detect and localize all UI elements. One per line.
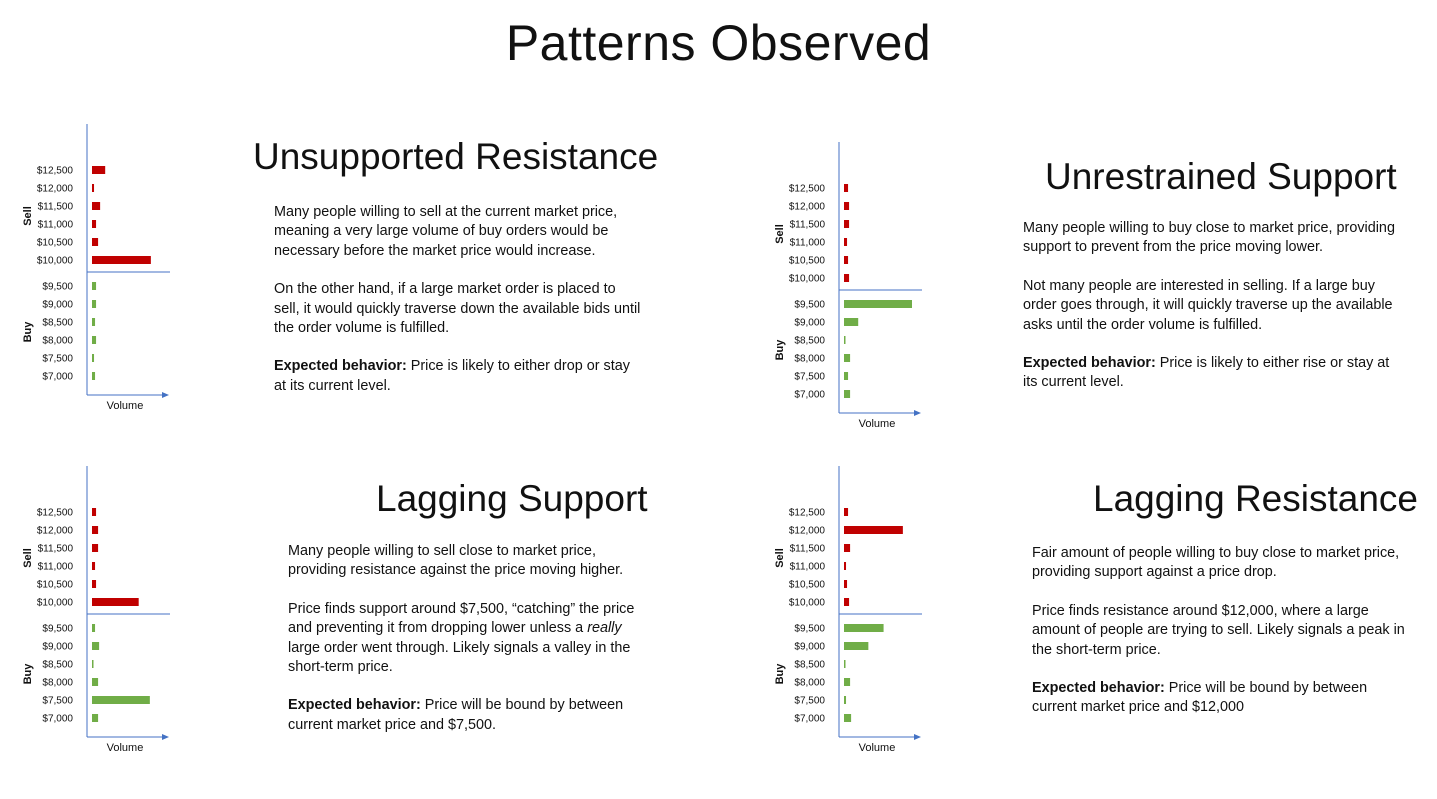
sell-volume-bar [844,274,849,282]
buy-price-label: $9,000 [794,317,825,329]
panel-paragraph [1032,679,1412,718]
sell-axis-label: Sell [774,224,786,244]
panel-paragraph [288,696,648,735]
sell-volume-bar [92,598,139,606]
sell-price-label: $12,500 [36,165,73,177]
buy-price-label: $9,500 [42,281,73,293]
panel-text-unrestrained-support [1023,219,1403,412]
buy-volume-bar [844,318,858,326]
panel-text-lagging-resistance [1032,544,1412,737]
paragraph-text: Price is likely to either drop or stay at its current level. [274,358,630,394]
buy-price-label: $7,500 [42,695,73,707]
order-book-svg [752,138,982,438]
sell-volume-bar [92,238,98,246]
buy-volume-bar [844,624,884,632]
sell-volume-bar [92,508,96,516]
buy-price-label: $7,500 [794,371,825,383]
buy-volume-bar [844,642,868,650]
paragraph-text: Price finds resistance around $12,000, where a large amount of people are trying to sell. Likely signals a peak in the short-term price. [1032,602,1405,658]
sell-axis-label: Sell [22,206,34,226]
sell-volume-bar [92,580,96,588]
buy-volume-bar [844,300,912,308]
buy-price-label: $8,500 [794,335,825,347]
x-axis-label: Volume [106,400,144,412]
sell-volume-bar [92,544,98,552]
buy-volume-bar [844,372,848,380]
buy-volume-bar [92,354,94,362]
buy-price-label: $8,000 [794,353,825,365]
sell-volume-bar [92,220,96,228]
panel-paragraph [1023,354,1403,393]
panel-paragraph [274,203,644,261]
sell-price-label: $11,000 [789,237,825,249]
buy-price-label: $8,500 [794,659,825,671]
sell-price-label: $10,500 [788,579,825,591]
expected-behavior-label: Expected behavior: [1023,355,1156,372]
order-book-svg [0,462,230,762]
panel-text-unsupported-resistance [274,203,644,415]
panel-title-unsupported-resistance: Unsupported Resistance [253,136,659,177]
sell-volume-bar [844,526,903,534]
x-axis-label: Volume [858,742,896,754]
buy-volume-bar [92,660,94,668]
x-axis-label: Volume [106,742,144,754]
buy-volume-bar [92,696,150,704]
sell-volume-bar [844,238,847,246]
panel-text-lagging-support [288,542,648,754]
buy-price-label: $8,000 [794,677,825,689]
order-book-chart-2 [752,138,982,438]
panel-paragraph [1023,277,1403,335]
sell-price-label: $10,000 [36,597,73,609]
sell-price-label: $11,500 [37,201,73,213]
paragraph-text: Many people willing to sell at the current market price, meaning a very large volume of buy orders would be necessary before the market price would increase. [274,204,618,259]
expected-behavior-label: Expected behavior: [1032,680,1165,697]
buy-price-label: $7,500 [42,353,73,365]
sell-volume-bar [92,166,105,174]
paragraph-text: On the other hand, if a large market order is placed to sell, it would quickly traverse down the available bids until the order volume is fulfilled. [274,281,641,337]
sell-price-label: $12,000 [788,201,825,213]
sell-price-label: $11,500 [789,543,825,555]
paragraph-text: Price finds support around $7,500, “catching” the price and preventing it from dropping lower unless a [288,600,635,637]
order-book-chart-1 [0,120,230,420]
paragraph-text: Price will be bound by between current market price and $7,500. [288,697,624,733]
buy-axis-label: Buy [22,321,34,343]
sell-price-label: $12,500 [36,507,73,519]
sell-volume-bar [92,526,98,534]
sell-price-label: $12,000 [36,525,73,537]
buy-price-label: $7,000 [794,389,825,401]
buy-volume-bar [92,336,96,344]
buy-volume-bar [844,354,850,362]
buy-volume-bar [92,714,98,722]
sell-volume-bar [844,256,848,264]
panel-title-lagging-resistance: Lagging Resistance [1093,478,1418,519]
buy-price-label: $9,000 [42,299,73,311]
buy-price-label: $8,500 [42,659,73,671]
paragraph-text: Fair amount of people willing to buy close to market price, providing support against a price drop. [1032,545,1400,581]
buy-price-label: $7,500 [794,695,825,707]
paragraph-text: large order went through. Likely signals a valley in the short-term price. [288,639,631,676]
panel-title-lagging-support: Lagging Support [376,478,648,519]
buy-price-label: $9,000 [794,641,825,653]
paragraph-text: Price is likely to either rise or stay at its current level. [1023,355,1390,391]
buy-price-label: $9,000 [42,641,73,653]
sell-price-label: $10,000 [36,255,73,267]
panel-paragraph [288,542,648,581]
sell-price-label: $11,000 [789,561,825,573]
expected-behavior-label: Expected behavior: [288,697,421,714]
page-title: Patterns Observed [505,15,932,71]
sell-axis-label: Sell [22,548,34,568]
panel-paragraph [1023,219,1403,258]
sell-price-label: $10,500 [36,237,73,249]
panel-paragraph [1032,544,1412,583]
sell-volume-bar [844,508,848,516]
buy-price-label: $8,500 [42,317,73,329]
buy-price-label: $7,000 [42,371,73,383]
buy-price-label: $9,500 [794,299,825,311]
order-book-svg [752,462,982,762]
paragraph-text: Many people willing to sell close to market price, providing resistance against the price moving higher. [288,543,624,579]
sell-price-label: $12,500 [788,183,825,195]
order-book-chart-4 [752,462,982,762]
sell-price-label: $10,000 [788,597,825,609]
buy-price-label: $8,000 [42,335,73,347]
paragraph-text: Not many people are interested in selling. If a large buy order goes through, it will quickly traverse up the available asks until the order volume is fulfilled. [1023,277,1393,333]
buy-price-label: $9,500 [42,623,73,635]
buy-volume-bar [92,282,96,290]
order-book-chart-3 [0,462,230,762]
panel-paragraph [274,357,644,396]
panel-paragraph [1032,602,1412,660]
sell-volume-bar [844,544,850,552]
buy-volume-bar [844,678,850,686]
sell-volume-bar [844,184,848,192]
sell-volume-bar [92,562,95,570]
expected-behavior-label: Expected behavior: [274,358,407,375]
buy-volume-bar [92,624,95,632]
buy-price-label: $7,000 [42,713,73,725]
panel-title-unrestrained-support: Unrestrained Support [1045,156,1397,197]
x-axis-arrow-icon [162,392,169,398]
sell-price-label: $10,000 [788,273,825,285]
sell-price-label: $11,000 [37,219,73,231]
buy-axis-label: Buy [22,663,34,685]
buy-volume-bar [844,390,850,398]
buy-volume-bar [92,678,98,686]
buy-volume-bar [844,714,851,722]
buy-price-label: $7,000 [794,713,825,725]
sell-price-label: $10,500 [36,579,73,591]
sell-price-label: $11,000 [37,561,73,573]
sell-volume-bar [92,184,94,192]
sell-price-label: $11,500 [37,543,73,555]
panel-paragraph [274,280,644,338]
sell-volume-bar [844,598,849,606]
sell-volume-bar [92,256,151,264]
sell-price-label: $10,500 [788,255,825,267]
panel-paragraph [288,600,648,678]
buy-axis-label: Buy [774,663,786,685]
paragraph-text: Many people willing to buy close to market price, providing support to prevent from the price moving lower. [1023,220,1395,256]
paragraph-text: Price will be bound by between current market price and $12,000 [1032,680,1368,716]
buy-volume-bar [844,336,846,344]
buy-price-label: $8,000 [42,677,73,689]
sell-price-label: $12,500 [788,507,825,519]
buy-axis-label: Buy [774,339,786,361]
sell-price-label: $12,000 [36,183,73,195]
buy-volume-bar [92,642,99,650]
sell-volume-bar [844,202,849,210]
x-axis-arrow-icon [914,410,921,416]
x-axis-arrow-icon [914,734,921,740]
x-axis-arrow-icon [162,734,169,740]
buy-volume-bar [92,318,95,326]
buy-volume-bar [92,300,96,308]
sell-axis-label: Sell [774,548,786,568]
sell-volume-bar [844,562,846,570]
buy-volume-bar [844,660,846,668]
sell-volume-bar [844,220,849,228]
emphasis-text: really [587,620,622,637]
sell-price-label: $11,500 [789,219,825,231]
sell-price-label: $12,000 [788,525,825,537]
sell-volume-bar [844,580,847,588]
buy-price-label: $9,500 [794,623,825,635]
buy-volume-bar [92,372,95,380]
order-book-svg [0,120,230,420]
buy-volume-bar [844,696,846,704]
x-axis-label: Volume [858,418,896,430]
sell-volume-bar [92,202,100,210]
